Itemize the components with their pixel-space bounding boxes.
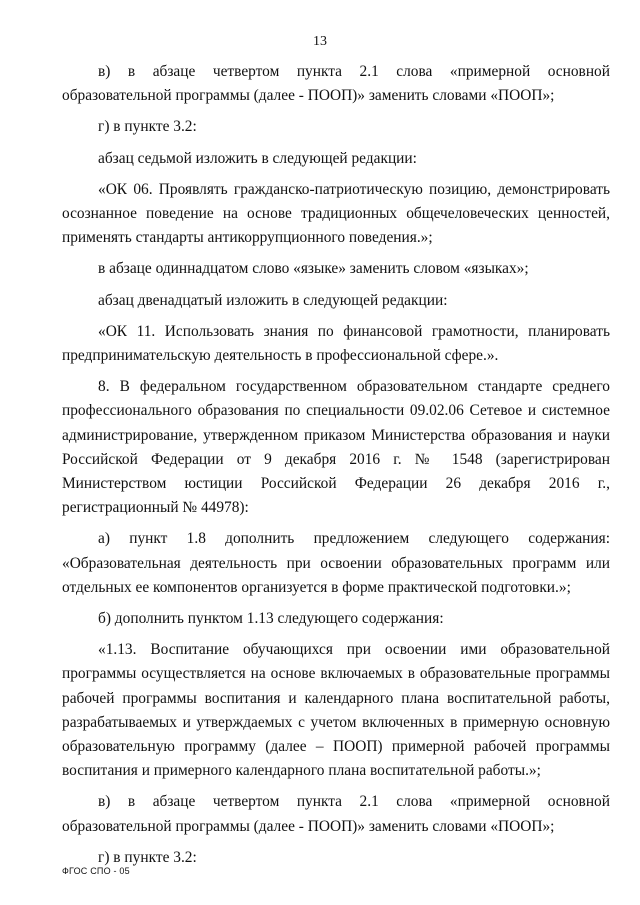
paragraph: «ОК 06. Проявлять гражданско-патриотическую позицию, демонстрировать осознанное поведение на основе традиционных общечеловеческих ценностей, применять стандарты антикоррупционного поведения.»; [62, 180, 610, 247]
document-body [62, 60, 610, 877]
paragraph: в) в абзаце четвертом пункта 2.1 слова «примерной основной образовательной программы (далее - ПООП)» заменить словами «ПООП»; [62, 63, 610, 105]
paragraph: б) дополнить пунктом 1.13 следующего содержания: [98, 610, 444, 628]
paragraph: г) в пункте 3.2: [98, 848, 197, 866]
paragraph: «1.13. Воспитание обучающихся при освоении ими образовательной программы осуществляется на основе включаемых в образовательные программы рабочей программы воспитания и календарного плана воспитательной работы, разрабатываемых и утверждаемых с учетом включенных в примерную основную образовательную программу (далее – ПООП) примерной рабочей программы воспитания и примерного календарного плана воспитательной работы.»; [62, 641, 610, 780]
page-number: 13 [313, 34, 327, 49]
paragraph: а) пункт 1.8 дополнить предложением следующего содержания: «Образовательная деятельность при освоении образовательных программ или отдельных ее компонентов организуется в форме практической подготовки.»; [62, 530, 610, 596]
paragraph: г) в пункте 3.2: [98, 118, 197, 136]
paragraph: «ОК 11. Использовать знания по финансовой грамотности, планировать предпринимательскую деятельность в профессиональной сфере.». [62, 322, 610, 365]
paragraph: в абзаце одиннадцатом слово «языке» заменить словом «языках»; [98, 260, 529, 278]
footer-doc-code: ФГОС СПО - 05 [62, 866, 130, 876]
paragraph: абзац седьмой изложить в следующей редакции: [98, 149, 417, 167]
paragraph: в) в абзаце четвертом пункта 2.1 слова «примерной основной образовательной программы (далее - ПООП)» заменить словами «ПООП»; [62, 793, 610, 835]
paragraph: абзац двенадцатый изложить в следующей редакции: [98, 291, 448, 309]
paragraph: 8. В федеральном государственном образовательном стандарте среднего профессионального образования по специальности 09.02.06 Сетевое и системное администрирование, утвержденном приказом Министерства образования и науки Российской Федерации от 9 декабря 2016 г. № 1548 (зарегистрирован Министерством юстиции Российской Федерации 26 декабря 2016 г., регистрационный № 44978): [62, 378, 610, 517]
